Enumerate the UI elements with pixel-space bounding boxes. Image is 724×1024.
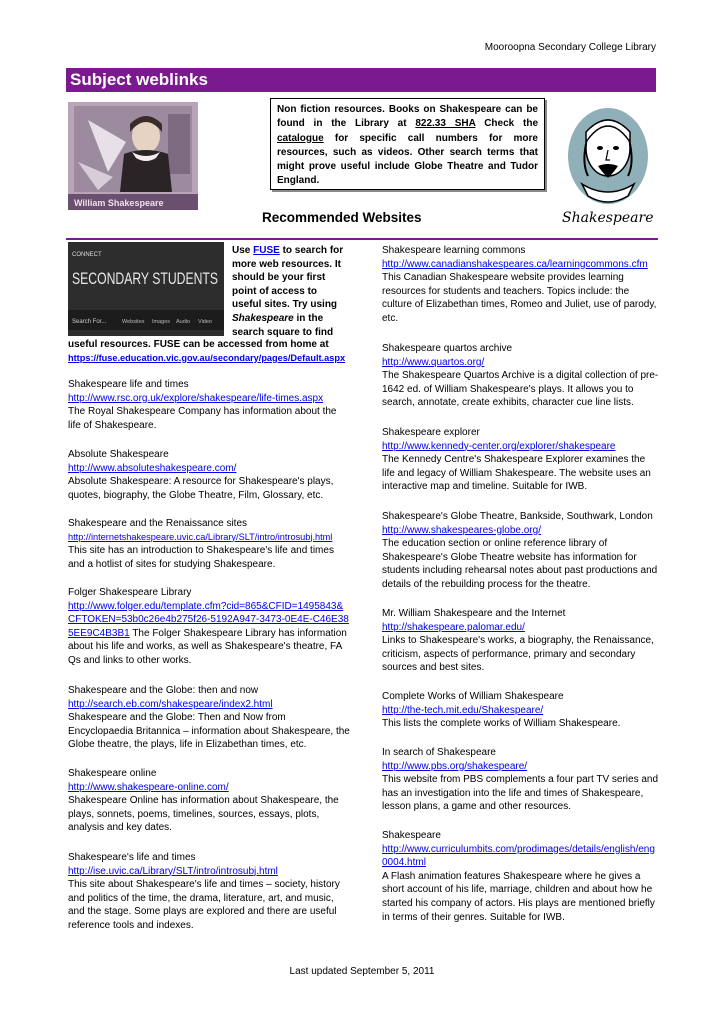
site-title: Shakespeare (382, 830, 441, 841)
site-link[interactable]: http://www.kennedy-center.org/explorer/shakespeare (382, 440, 616, 452)
site-title: Absolute Shakespeare (68, 449, 169, 460)
signature-text: Shakespeare (562, 210, 654, 226)
fuse-url-link[interactable]: https://fuse.education.vic.gov.au/secondary/pages/Default.aspx (68, 352, 346, 363)
catalogue-link[interactable]: catalogue (277, 132, 324, 144)
site-description: This Canadian Shakespeare website provides learning resources for students and teachers. Topics include: the culture of Elizabethan times, Romeo and Juliet, use of parody, etc. (382, 272, 657, 324)
site-title: Folger Shakespeare Library (68, 587, 192, 598)
fuse-instructions-continued: useful resources. FUSE can be accessed from home at https://fuse.education.vic.gov.au/secondary/pages/Default.aspx (68, 338, 358, 365)
site-link[interactable]: http://www.curriculumbits.com/prodimages/details/english/eng0004.html (382, 843, 655, 869)
site-link[interactable]: http://www.shakespeare-online.com/ (68, 781, 229, 793)
site-description: Absolute Shakespeare: A resource for Shakespeare's plays, quotes, biography, the Globe Theatre, Film, Glossary, etc. (68, 476, 334, 501)
site-description: This website from PBS complements a four part TV series and has an investigation into the life and times of Shakespeare, lesson plans, a game and other resources. (382, 774, 659, 813)
site-title: Complete Works of William Shakespeare (382, 691, 564, 702)
fuse-link[interactable]: FUSE (253, 245, 280, 256)
site-link[interactable]: http://shakespeare.palomar.edu/ (382, 621, 525, 633)
site-title: Mr. William Shakespeare and the Internet (382, 608, 566, 619)
fuse-banner-image (68, 242, 224, 336)
svg-text:Audio: Audio (176, 319, 191, 325)
site-link[interactable]: http://the-tech.mit.edu/Shakespeare/ (382, 704, 544, 716)
site-link[interactable]: http://www.folger.edu/template.cfm?cid=865&CFID=1495843&CFTOKEN=53b0c26e4b275f26-5192A947-3473-0E4E-C46E385EE9C4B3B1 (68, 600, 349, 639)
list-item (382, 426, 660, 494)
site-title: Shakespeare life and times (68, 379, 189, 390)
list-item (68, 684, 350, 752)
svg-text:Search For...: Search For... (72, 319, 107, 325)
site-title: Shakespeare quartos archive (382, 343, 513, 354)
site-link[interactable]: http://www.quartos.org/ (382, 356, 485, 368)
list-item (68, 448, 350, 502)
list-item (382, 746, 660, 814)
site-description: The Royal Shakespeare Company has information about the life of Shakespeare. (68, 406, 337, 431)
site-description: This lists the complete works of William Shakespeare. (382, 718, 621, 730)
site-link[interactable]: http://www.pbs.org/shakespeare/ (382, 760, 528, 772)
shakespeare-sketch-image (558, 104, 658, 226)
svg-text:CONNECT: CONNECT (72, 252, 102, 258)
list-item (68, 586, 350, 668)
site-title: Shakespeare online (68, 768, 157, 779)
last-updated: Last updated September 5, 2011 (289, 966, 435, 977)
site-description: Shakespeare Online has information about Shakespeare, the plays, sonnets, poems, timelines, sources, essays, plots, analysis and key dates. (68, 795, 339, 834)
site-description: Shakespeare and the Globe: Then and Now from Encyclopaedia Britannica – information about Shakespeare, the Globe theatre, the plays, life in Elizabethan times, etc. (68, 712, 350, 751)
site-description: Links to Shakespeare's works, a biography, the Renaissance, criticism, aspects of performance, primary and secondary sources and best sites. (382, 635, 654, 674)
site-description: The Folger Shakespeare Library has information about his life and works, as well as Shakespeare's theatre, FAQs and links to other works. (68, 627, 347, 666)
list-item (382, 244, 660, 326)
site-description: The education section or online reference library of Shakespeare's Globe Theatre website has information for students including rehearsal notes about past productions and details of the rebuilding process for the theatre. (382, 538, 658, 590)
list-item (382, 829, 660, 924)
site-description: This site has an introduction to Shakespeare's life and times and a hotlist of sites for studying Shakespeare. (68, 545, 334, 570)
list-item (382, 510, 660, 592)
site-title: In search of Shakespeare (382, 747, 496, 758)
site-link[interactable]: http://www.absoluteshakespeare.com/ (68, 462, 237, 474)
site-link[interactable]: http://internetshakespeare.uvic.ca/Library/SLT/intro/introsubj.html (68, 531, 333, 542)
site-description: The Shakespeare Quartos Archive is a digital collection of pre-1642 ed. of William Shakespeare's plays. It allows you to search, annotate, create exhibits, character cue line lists. (382, 370, 659, 409)
school-name: Mooroopna Secondary College Library (484, 42, 656, 53)
site-description: The Kennedy Centre's Shakespeare Explorer examines the life and legacy of William Shakespeare. The website uses an interactive map and timeline. Suitable for IWB. (382, 454, 651, 493)
list-item (68, 767, 350, 835)
site-title: Shakespeare and the Renaissance sites (68, 518, 248, 529)
list-item (382, 607, 660, 675)
intro-note: Non fiction resources. Books on Shakespeare can be found in the Library at 822.33 SHA Check the catalogue for specific call numbers for more resources, such as videos. Other search terms that might prove useful include Globe Theatre and Tudor England. (270, 98, 545, 190)
call-number: 822.33 SHA (415, 118, 476, 130)
svg-text:SECONDARY STUDENTS: SECONDARY STUDENTS (72, 269, 218, 288)
site-description: A Flash animation features Shakespeare where he gives a short account of his life, marriage, children and about how he started his company of actors. His plays are mentioned briefly in terms of their genres. Suitable for IWB. (382, 870, 655, 923)
svg-text:Video: Video (198, 319, 212, 325)
list-item (68, 851, 350, 933)
svg-text:Images: Images (152, 319, 171, 325)
site-link[interactable]: http://www.rsc.org.uk/explore/shakespeare/life-times.aspx (68, 392, 324, 404)
site-title: Shakespeare and the Globe: then and now (68, 685, 259, 696)
site-link[interactable]: http://ise.uvic.ca/Library/SLT/intro/introsubj.html (68, 865, 278, 877)
site-link[interactable]: http://search.eb.com/shakespeare/index2.html (68, 698, 273, 710)
list-item (68, 517, 350, 571)
site-title: Shakespeare learning commons (382, 245, 526, 256)
page-title: Subject weblinks (66, 68, 656, 92)
list-item (68, 378, 350, 432)
portrait-caption: William Shakespeare (74, 198, 164, 208)
site-title: Shakespeare explorer (382, 427, 480, 438)
site-title: Shakespeare's life and times (68, 852, 196, 863)
site-description: This site about Shakespeare's life and times – society, history and politics of the time, the drama, literature, art, and music, and the stage. Some plays are explored and there are useful reference tools and indexes. (68, 879, 340, 931)
list-item (382, 342, 660, 410)
shakespeare-portrait-image (68, 102, 198, 210)
section-title: Recommended Websites (262, 210, 422, 225)
divider (66, 238, 658, 240)
list-item (382, 690, 660, 731)
site-link[interactable]: http://www.shakespeares-globe.org/ (382, 524, 541, 536)
fuse-instructions: Use FUSE to search for more web resources. It should be your first point of access to useful sites. Try using Shakespeare in the search square to find (232, 245, 344, 338)
svg-text:Websites: Websites (122, 319, 145, 325)
site-title: Shakespeare's Globe Theatre, Bankside, Southwark, London (382, 511, 653, 522)
site-link[interactable]: http://www.canadianshakespeares.ca/learningcommons.cfm (382, 258, 648, 270)
